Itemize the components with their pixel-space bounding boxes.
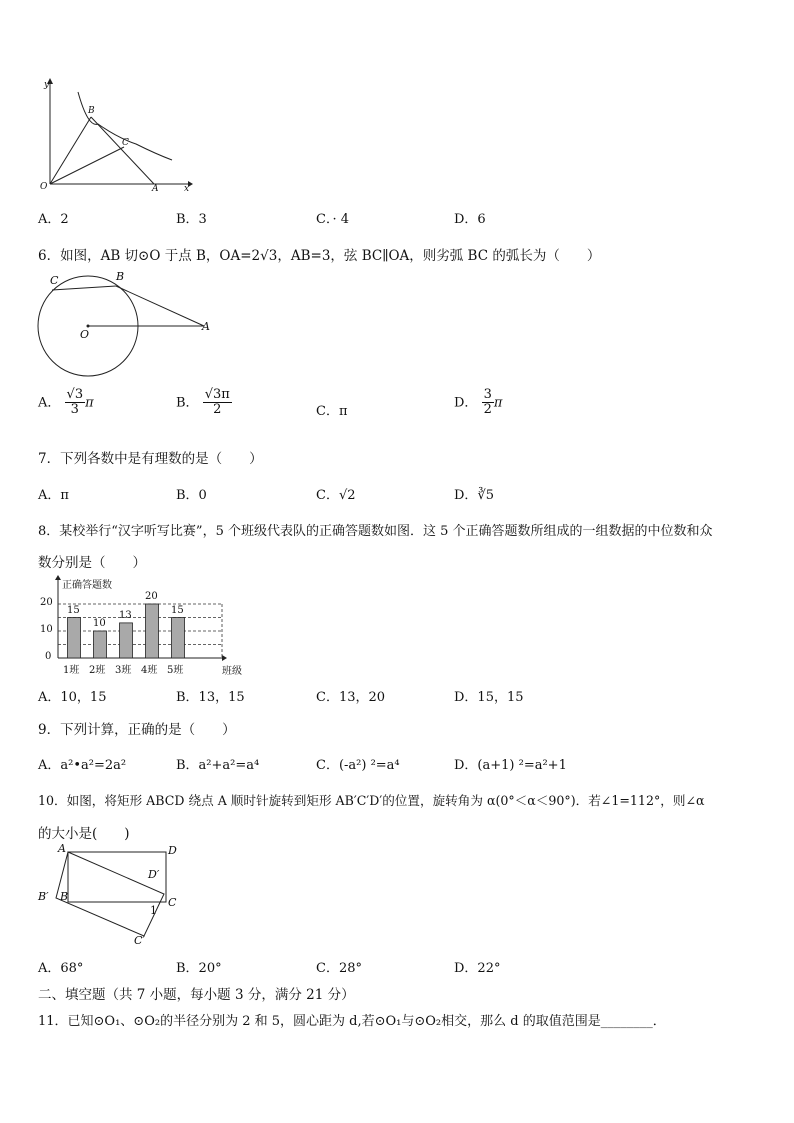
q10-option-d[interactable]: D．22° — [454, 961, 501, 976]
bar-3 — [120, 623, 133, 658]
category-label: 3班 — [115, 665, 132, 676]
q6-option-d-fraction — [482, 388, 494, 418]
q5-option-b[interactable]: B．3 — [176, 212, 207, 227]
q5-option-c[interactable]: C．· 4 — [316, 212, 349, 227]
q8-option-c[interactable]: C．13，20 — [316, 690, 386, 705]
q8-bar-chart — [36, 574, 266, 678]
q8-option-d[interactable]: D．15，15 — [454, 690, 524, 705]
q10-option-a[interactable]: A．68° — [38, 961, 84, 976]
q8-text-line1: 8．某校举行“汉字听写比赛”，5 个班级代表队的正确答题数如图．这 5 个正确答题数所组成的一组数据的中位数和众 — [38, 524, 713, 539]
q6-option-b-prefix: B． — [176, 395, 199, 411]
q10-option-b[interactable]: B．20° — [176, 961, 222, 976]
q10-point-a: A — [58, 842, 66, 855]
bar-4 — [146, 604, 159, 658]
y-axis-label: y — [44, 80, 50, 90]
q6-option-d-num: 3 — [483, 387, 492, 402]
q9-option-a[interactable]: A．a²•a²=2a² — [38, 758, 127, 773]
q10-point-d: D — [168, 844, 177, 857]
q10-text-line2: 的大小是( ) — [38, 826, 130, 842]
q10-point-dprime: D′ — [148, 868, 160, 881]
q6-figure — [36, 272, 216, 398]
q9-text: 9．下列计算，正确的是（ ） — [38, 722, 236, 738]
q8-option-b[interactable]: B．13，15 — [176, 690, 245, 705]
y-tick-label: 10 — [40, 624, 53, 635]
q8-option-a[interactable]: A．10，15 — [38, 690, 107, 705]
q9-option-c[interactable]: C．(-a²) ²=a⁴ — [316, 758, 400, 773]
category-label: 1班 — [63, 665, 80, 676]
q6-option-d-prefix: D． — [454, 395, 478, 411]
q6-point-a: A — [202, 320, 210, 333]
q6-point-c: C — [50, 274, 59, 287]
q10-point-bprime: B′ — [38, 890, 49, 903]
q9-option-d[interactable]: D．(a+1) ²=a²+1 — [454, 758, 567, 773]
q6-option-d-suffix: π — [493, 395, 503, 411]
category-label: 5班 — [167, 665, 184, 676]
q6-option-c[interactable]: C．π — [316, 404, 348, 419]
category-label: 2班 — [89, 665, 106, 676]
chart-xlabel: 班级 — [222, 666, 242, 677]
q5-graph — [36, 72, 196, 198]
chart-ylabel: 正确答题数 — [62, 580, 112, 591]
q10-text-line1: 10．如图，将矩形 ABCD 绕点 A 顺时针旋转到矩形 AB′C′D′的位置，旋转角为 α(0°＜α＜90°)．若∠1=112°，则∠α — [38, 793, 705, 808]
q11-text: 11．已知⊙O₁、⊙O₂的半径分别为 2 和 5，圆心距为 d,若⊙O₁与⊙O₂相交，那么 d 的取值范围是________． — [38, 1014, 666, 1029]
point-a-label: A — [152, 184, 159, 194]
point-c-label: C — [122, 138, 129, 148]
bar-value-label: 13 — [119, 609, 132, 621]
q7-option-a[interactable]: A．π — [38, 488, 69, 503]
q6-option-b-den: 2 — [213, 402, 222, 418]
q6-option-b-num: √3π — [204, 387, 230, 402]
bar-2 — [94, 631, 107, 658]
y-tick-label: 0 — [45, 651, 52, 662]
q6-option-a-fraction — [65, 388, 86, 418]
bar-value-label: 10 — [93, 618, 106, 629]
q10-point-b: B — [60, 890, 69, 903]
q10-angle-1: 1 — [150, 904, 157, 917]
q6-option-d[interactable] — [454, 388, 502, 418]
category-label: 4班 — [141, 665, 158, 676]
section-2-heading: 二、填空题（共 7 小题，每小题 3 分，满分 21 分） — [38, 987, 355, 1003]
q10-figure — [36, 842, 196, 952]
bar-value-label: 15 — [67, 604, 80, 616]
q6-option-b-fraction — [203, 388, 232, 418]
q6-option-a[interactable] — [38, 388, 94, 418]
q10-point-c: C — [168, 896, 177, 909]
q6-option-d-den: 2 — [483, 402, 492, 418]
q6-option-a-den: 3 — [70, 402, 79, 418]
origin-label: O — [40, 182, 48, 192]
q6-point-b: B — [116, 270, 125, 283]
bar-5 — [172, 618, 185, 659]
bar-1 — [68, 618, 81, 659]
q8-text-line2: 数分别是（ ） — [38, 555, 146, 571]
q6-point-o: O — [80, 328, 90, 341]
q6-option-a-num: √3 — [66, 387, 84, 402]
q6-option-a-prefix: A． — [38, 395, 61, 411]
q6-figure-svg — [36, 272, 216, 398]
q7-option-b[interactable]: B．0 — [176, 488, 207, 503]
q5-option-a[interactable]: A．2 — [38, 212, 69, 227]
q6-option-a-suffix: π — [85, 395, 94, 411]
bar-value-label: 15 — [171, 604, 184, 616]
q5-option-d[interactable]: D．6 — [454, 212, 486, 227]
q7-text: 7．下列各数中是有理数的是（ ） — [38, 451, 263, 467]
q7-option-c[interactable]: C．√2 — [316, 488, 356, 503]
q7-option-d[interactable]: D．∛5 — [454, 488, 494, 503]
point-b-label: B — [88, 106, 95, 116]
q9-option-b[interactable]: B．a²+a²=a⁴ — [176, 758, 260, 773]
q5-graph-svg — [36, 72, 196, 198]
y-tick-label: 20 — [40, 597, 53, 608]
q10-point-cprime: C′ — [134, 934, 145, 947]
x-axis-label: x — [184, 184, 190, 194]
q10-option-c[interactable]: C．28° — [316, 961, 362, 976]
bar-value-label: 20 — [145, 591, 158, 602]
q6-option-b[interactable] — [176, 388, 232, 418]
q6-text: 6．如图，AB 切⊙O 于点 B，OA=2√3，AB=3，弦 BC∥OA，则劣弧 BC 的弧长为（ ） — [38, 248, 601, 264]
